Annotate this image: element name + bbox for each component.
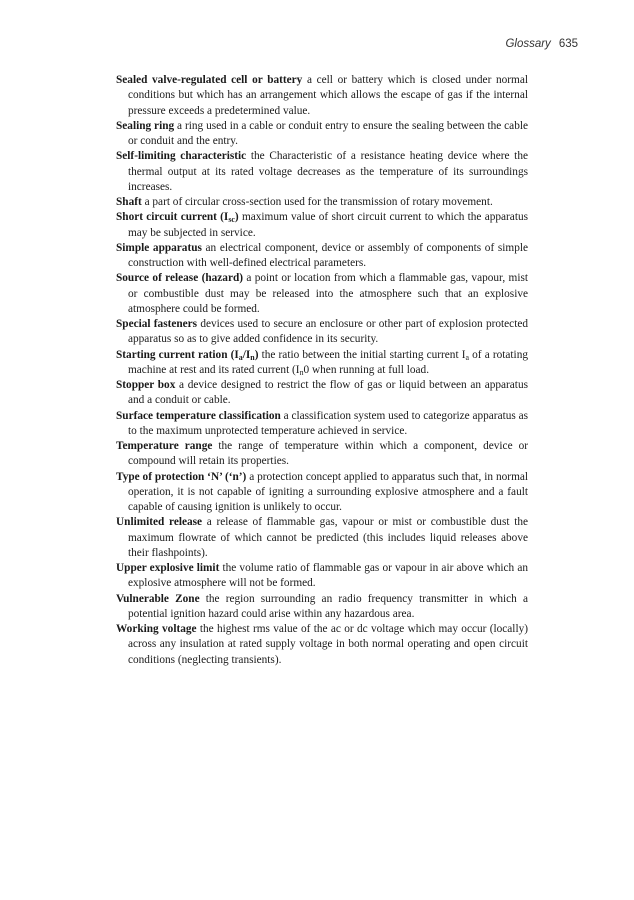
glossary-definition: maximum value of short circuit current to which the apparatus may be subjected in service. <box>128 211 528 239</box>
glossary-entry <box>116 592 528 623</box>
section-title: Glossary <box>505 38 551 50</box>
definition-text: of a rotating machine at rest and its rated current (I <box>128 348 528 376</box>
glossary-term: Self-limiting characteristic <box>116 150 247 163</box>
glossary-definition: devices used to secure an enclosure or other part of explosion protected apparatus so as to give added confidence in its security. <box>128 318 528 346</box>
glossary-definition: a protection concept applied to apparatus such that, in normal operation, it is not capable of igniting a surrounding explosive atmosphere and a fault capable of causing ignition is unlikely to occur. <box>128 470 529 513</box>
glossary-entry <box>116 561 528 592</box>
term-text: Starting current ration (I <box>116 348 239 361</box>
definition-text: the ratio between the initial starting current I <box>258 348 466 361</box>
glossary-term: Source of release (hazard) <box>116 272 243 285</box>
glossary-entry <box>116 241 528 272</box>
glossary-entry <box>116 622 528 668</box>
glossary-term: Shaft <box>116 196 142 208</box>
glossary-term: Upper explosive limit <box>116 562 220 574</box>
definition-subscript: a <box>465 352 470 362</box>
term-subscript: sc <box>228 215 235 225</box>
glossary-term: Special fasteners <box>116 318 198 330</box>
term-text: ) <box>254 348 259 361</box>
glossary-entry <box>116 195 528 210</box>
definition-subscript: n <box>299 367 304 377</box>
glossary-term: Sealing ring <box>116 119 175 132</box>
glossary-definition: a device designed to restrict the flow of gas or liquid between an apparatus and a conduit or cable. <box>128 379 528 407</box>
glossary-entry <box>116 439 528 470</box>
definition-text: 0 when running at full load. <box>303 363 430 376</box>
glossary-term: Surface temperature classification <box>116 409 281 422</box>
term-text: ) <box>234 211 239 224</box>
glossary-term: Simple apparatus <box>116 241 202 254</box>
glossary-entry <box>116 317 528 348</box>
glossary-term: Unlimited release <box>116 516 203 529</box>
glossary-term: Sealed valve-regulated cell or battery <box>116 74 303 86</box>
glossary-list <box>116 73 528 668</box>
glossary-term: Temperature range <box>116 440 213 452</box>
term-subscript: a <box>238 352 243 362</box>
term-text: Short circuit current (I <box>116 211 229 224</box>
glossary-definition: the volume ratio of flammable gas or vapour in air above which an explosive atmosphere will not be formed. <box>128 562 528 590</box>
glossary-definition: a release of flammable gas, vapour or mist or combustible dust the maximum flowrate of which cannot be predicted (this includes liquid releases above their flashpoints). <box>128 516 528 559</box>
page-number: 635 <box>558 38 578 50</box>
glossary-entry <box>116 378 528 409</box>
glossary-entry <box>116 348 528 379</box>
glossary-term <box>116 211 239 223</box>
running-head <box>505 38 578 50</box>
glossary-entry <box>116 515 528 561</box>
glossary-entry <box>116 470 528 516</box>
glossary-definition: the range of temperature within which a component, device or compound will retain its properties. <box>128 440 528 468</box>
glossary-definition: a classification system used to categorize apparatus as to the maximum unprotected temperature achieved in service. <box>128 409 528 437</box>
glossary-term: Stopper box <box>116 379 176 391</box>
glossary-term: Vulnerable Zone <box>116 592 200 605</box>
glossary-definition: a cell or battery which is closed under normal conditions but which has an arrangement which allows the escape of gas if the internal pressure exceeds a predetermined value. <box>128 74 528 117</box>
term-subscript: n <box>250 352 255 362</box>
glossary-entry <box>116 149 528 195</box>
glossary-entry <box>116 119 528 150</box>
glossary-entry <box>116 210 528 241</box>
glossary-term: Type of protection ‘N’ (‘n’) <box>116 470 247 483</box>
glossary-term <box>116 349 258 361</box>
glossary-term: Working voltage <box>116 623 197 635</box>
glossary-definition: a ring used in a cable or conduit entry to ensure the sealing between the cable or conduit and the entry. <box>128 119 529 147</box>
glossary-definition: the highest rms value of the ac or dc voltage which may occur (locally) across any insulation at rated supply voltage in both normal operating and open circuit conditions (neglecting transients). <box>128 623 528 666</box>
glossary-definition: the region surrounding an radio frequency transmitter in which a potential ignition hazard could arise within any hazardous area. <box>128 592 528 620</box>
glossary-definition: the Characteristic of a resistance heating device where the thermal output at its rated voltage decreases as the temperature of its surroundings increases. <box>128 150 528 193</box>
glossary-entry <box>116 271 528 317</box>
term-text: /I <box>242 348 251 361</box>
glossary-entry <box>116 409 528 440</box>
glossary-definition: a point or location from which a flammable gas, vapour, mist or combustible dust may be released into the atmosphere such that an explosive atmosphere could be formed. <box>128 272 528 315</box>
glossary-entry <box>116 73 528 119</box>
glossary-definition: a part of circular cross-section used for the transmission of rotary movement. <box>141 196 493 208</box>
glossary-definition: an electrical component, device or assembly of components of simple construction with well-defined electrical parameters. <box>128 241 528 269</box>
